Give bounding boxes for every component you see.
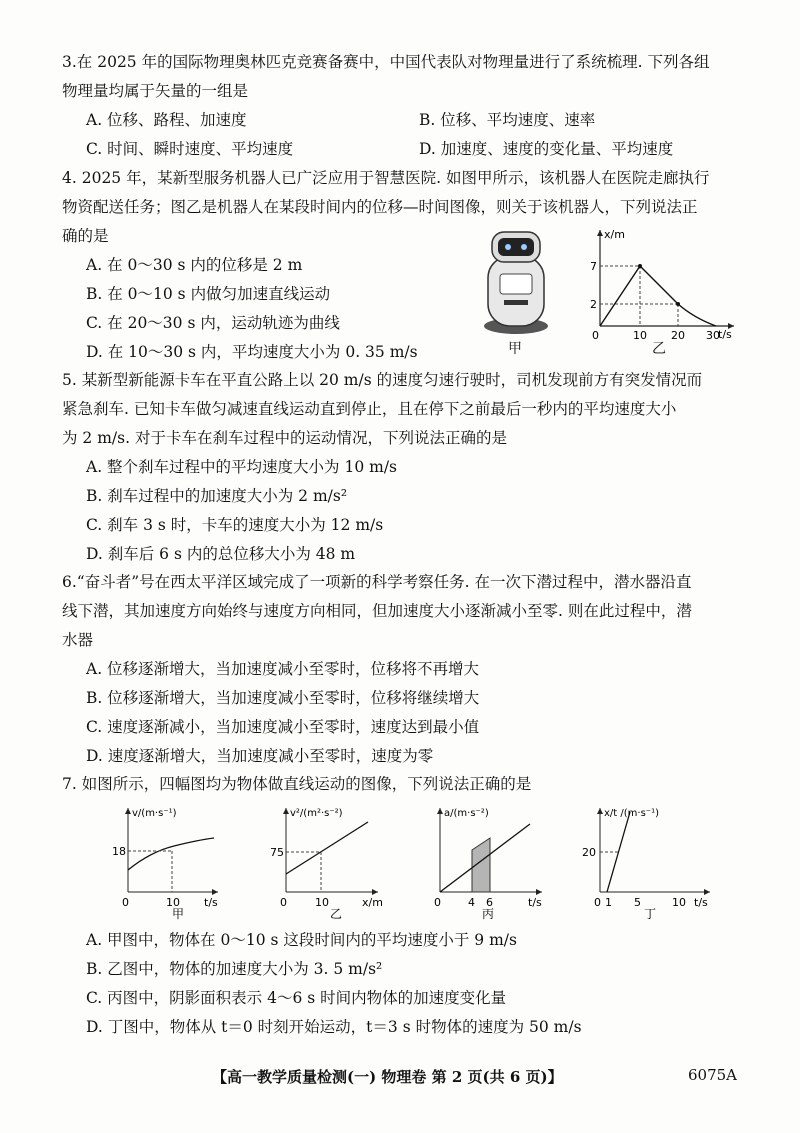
ding-label: 丁 (644, 907, 657, 920)
q5-option-d[interactable]: D. 刹车后 6 s 内的总位移大小为 48 m (86, 545, 356, 563)
q6-stem-line3: 水器 (62, 631, 94, 649)
graph-bing (430, 800, 570, 920)
q7-option-c[interactable]: C. 丙图中，阴影面积表示 4～6 s 时间内物体的加速度变化量 (86, 989, 507, 1007)
bing-xtick-4: 4 (468, 896, 475, 909)
q5-stem-line3: 为 2 m/s. 对于卡车在刹车过程中的运动情况，下列说法正确的是 (62, 429, 507, 447)
q3-option-d[interactable]: D. 加速度、速度的变化量、平均速度 (419, 140, 674, 158)
graph-yi (268, 800, 408, 920)
q6-option-c[interactable]: C. 速度逐渐减小，当加速度减小至零时，速度达到最小值 (86, 718, 480, 736)
yi-ylabel: v²/(m²·s⁻²) (290, 808, 343, 819)
jia-xtick-0: 0 (122, 896, 129, 909)
fig-label-yi: 乙 (652, 341, 666, 357)
q4-option-b[interactable]: B. 在 0～10 s 内做匀加速直线运动 (86, 285, 331, 303)
q3-option-a[interactable]: A. 位移、路程、加速度 (86, 111, 247, 129)
q5-stem-line2: 紧急刹车. 已知卡车做匀减速直线运动直到停止，且在停下之前最后一秒内的平均速度大小 (62, 400, 677, 418)
xt-xtick-20: 20 (671, 329, 685, 342)
jia-ylabel: v/(m·s⁻¹) (132, 808, 177, 819)
bing-ylabel: a/(m·s⁻²) (444, 808, 489, 819)
q4-option-d[interactable]: D. 在 10～30 s 内，平均速度大小为 0. 35 m/s (86, 343, 418, 361)
xt-ytick-7: 7 (590, 260, 597, 273)
ding-ylabel: x/t /(m·s⁻¹) (604, 808, 659, 819)
xt-xtick-10: 10 (633, 329, 647, 342)
xt-ylabel: x/m (604, 228, 625, 241)
ding-xtick-1: 1 (605, 896, 612, 909)
bing-xtick-6: 6 (486, 896, 493, 909)
q4-option-a[interactable]: A. 在 0～30 s 内的位移是 2 m (86, 256, 303, 274)
yi-xtick-10: 10 (315, 896, 329, 909)
question-7-options (62, 926, 752, 1042)
yi-ytick: 75 (270, 846, 284, 859)
ding-ytick: 20 (582, 846, 596, 859)
ding-xlabel: t/s (694, 896, 708, 909)
question-6 (62, 568, 752, 771)
graph-jia (110, 800, 250, 920)
yi-label: 乙 (330, 907, 343, 920)
yi-xlabel: x/m (362, 896, 383, 909)
q4-stem-line2: 物资配送任务；图乙是机器人在某段时间内的位移—时间图像，则关于该机器人，下列说法正 (62, 198, 698, 216)
q3-option-c[interactable]: C. 时间、瞬时速度、平均速度 (86, 140, 294, 158)
q5-option-b[interactable]: B. 刹车过程中的加速度大小为 2 m/s² (86, 487, 348, 505)
q7-option-a[interactable]: A. 甲图中，物体在 0～10 s 这段时间内的平均速度小于 9 m/s (86, 931, 517, 949)
q3-options-row1 (62, 106, 752, 135)
q6-option-b[interactable]: B. 位移逐渐增大，当加速度减小至零时，位移将继续增大 (86, 689, 480, 707)
jia-xlabel: t/s (204, 896, 218, 909)
yi-xtick-0: 0 (280, 896, 287, 909)
jia-label: 甲 (172, 907, 185, 920)
q5-option-a[interactable]: A. 整个刹车过程中的平均速度大小为 10 m/s (86, 458, 398, 476)
q5-stem-line1: 5. 某新型新能源卡车在平直公路上以 20 m/s 的速度匀速行驶时，司机发现前方有突发情况而 (62, 371, 703, 389)
q6-option-a[interactable]: A. 位移逐渐增大，当加速度减小至零时，位移将不再增大 (86, 660, 480, 678)
q3-stem-line2: 物理量均属于矢量的一组是 (62, 82, 249, 100)
xt-xtick-30: 30 (706, 329, 720, 342)
q4-stem-line3: 确的是 (62, 227, 109, 245)
q3-stem-line1: 3.在 2025 年的国际物理奥林匹克竞赛备赛中，中国代表队对物理量进行了系统梳理. 下列各组 (62, 53, 710, 71)
q7-stem: 7. 如图所示，四幅图均为物体做直线运动的图像，下列说法正确的是 (62, 775, 532, 793)
question-7-stem (62, 770, 752, 799)
q6-option-d[interactable]: D. 速度逐渐增大，当加速度减小至零时，速度为零 (86, 747, 434, 765)
question-5 (62, 366, 752, 569)
q6-stem-line2: 线下潜，其加速度方向始终与速度方向相同，但加速度大小逐渐减小至零. 则在此过程中，潜 (62, 602, 692, 620)
xt-xtick-0: 0 (592, 329, 599, 342)
q3-option-b[interactable]: B. 位移、平均速度、速率 (419, 111, 596, 129)
q4-options (62, 251, 462, 367)
bing-xtick-0: 0 (434, 896, 441, 909)
q4-stem-line1: 4. 2025 年，某新型服务机器人已广泛应用于智慧医院. 如图甲所示，该机器人在医院走廊执行 (62, 169, 710, 187)
q7-option-b[interactable]: B. 乙图中，物体的加速度大小为 3. 5 m/s² (86, 960, 383, 978)
q6-stem-line1: 6.“奋斗者”号在西太平洋区域完成了一项新的科学考察任务. 在一次下潜过程中，潜水器沿直 (62, 573, 692, 591)
xt-xlabel: t/s (718, 328, 732, 341)
xt-ytick-2: 2 (590, 298, 597, 311)
footer-title: 【高一教学质量检测(一) 物理卷 第 2 页(共 6 页)】 (212, 1068, 563, 1086)
footer-code: 6075A (688, 1066, 738, 1084)
ding-xtick-0: 0 (594, 896, 601, 909)
xt-graph (582, 224, 742, 344)
robot-figure (478, 226, 554, 336)
q7-figures (110, 800, 730, 920)
q7-option-d[interactable]: D. 丁图中，物体从 t＝0 时刻开始运动，t＝3 s 时物体的速度为 50 m/s (86, 1018, 582, 1036)
question-3 (62, 48, 752, 164)
q5-option-c[interactable]: C. 刹车 3 s 时，卡车的速度大小为 12 m/s (86, 516, 384, 534)
q4-option-c[interactable]: C. 在 20～30 s 内，运动轨迹为曲线 (86, 314, 340, 332)
ding-xtick-10: 10 (672, 896, 686, 909)
jia-xtick-10: 10 (166, 896, 180, 909)
bing-label: 丙 (482, 907, 495, 920)
ding-xtick-5: 5 (634, 896, 641, 909)
q3-options-row2 (62, 135, 752, 164)
graph-ding (578, 800, 728, 920)
jia-ytick: 18 (112, 845, 126, 858)
bing-xlabel: t/s (528, 896, 542, 909)
fig-label-jia: 甲 (508, 341, 522, 357)
